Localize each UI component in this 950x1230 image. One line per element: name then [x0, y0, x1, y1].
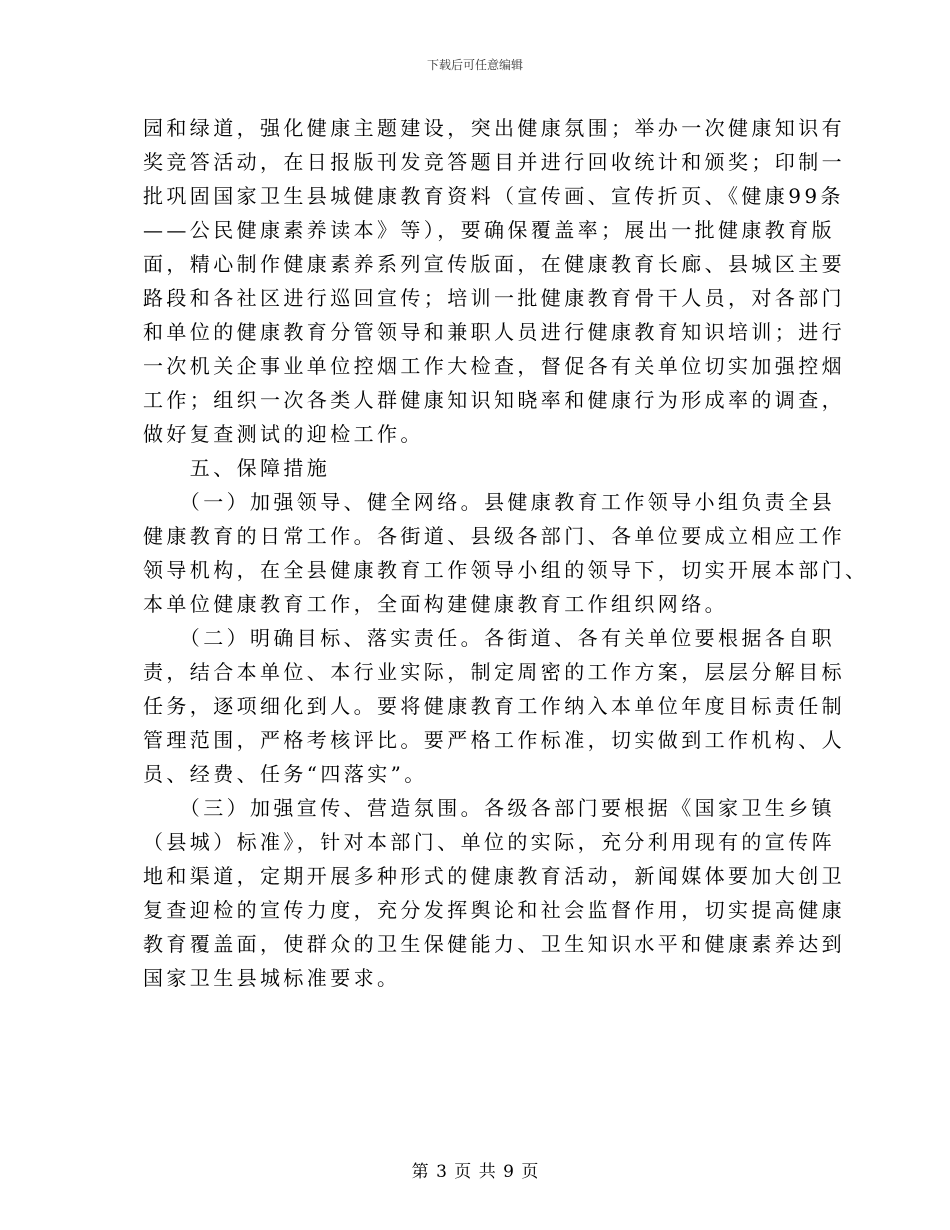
text-line: 地和渠道，定期开展多种形式的健康教育活动，新闻媒体要加大创卫	[143, 864, 845, 888]
text-line: 健康教育的日常工作。各街道、县级各部门、各单位要成立相应工作	[143, 524, 845, 548]
text-line: 工作；组织一次各类人群健康知识知晓率和健康行为形成率的调查，	[143, 388, 845, 412]
text-line: 批巩固国家卫生县城健康教育资料（宣传画、宣传折页、《健康99条	[143, 184, 844, 208]
text-line: 教育覆盖面，使群众的卫生保健能力、卫生知识水平和健康素养达到	[143, 932, 845, 956]
text-line: 管理范围，严格考核评比。要严格工作标准，切实做到工作机构、人	[143, 728, 845, 752]
text-line: 复查迎检的宣传力度，充分发挥舆论和社会监督作用，切实提高健康	[143, 898, 845, 922]
text-line: （县城）标准》，针对本部门、单位的实际，充分利用现有的宣传阵	[143, 830, 835, 854]
text-line: 和单位的健康教育分管领导和兼职人员进行健康教育知识培训；进行	[143, 320, 845, 344]
text-line: 员、经费、任务“四落实”。	[143, 762, 428, 786]
text-line: （一）加强领导、健全网络。县健康教育工作领导小组负责全县	[143, 490, 835, 514]
text-line: 一次机关企事业单位控烟工作大检查，督促各有关单位切实加强控烟	[143, 354, 845, 378]
text-line: 五、保障措施	[143, 456, 331, 480]
document-body	[143, 111, 869, 995]
text-line: 本单位健康教育工作，全面构建健康教育工作组织网络。	[143, 592, 728, 616]
text-line: 路段和各社区进行巡回宣传；培训一批健康教育骨干人员，对各部门	[143, 286, 845, 310]
text-line: 面，精心制作健康素养系列宣传版面，在健康教育长廊、县城区主要	[143, 252, 845, 276]
text-line: （二）明确目标、落实责任。各街道、各有关单位要根据各自职	[143, 626, 835, 650]
text-line: ——公民健康素养读本》等），要确保覆盖率；展出一批健康教育版	[143, 218, 835, 242]
page-footer: 第 3 页 共 9 页	[411, 1162, 539, 1182]
text-line: 奖竞答活动，在日报版刊发竞答题目并进行回收统计和颁奖；印制一	[143, 150, 845, 174]
text-line: 领导机构，在全县健康教育工作领导小组的领导下，切实开展本部门、	[143, 558, 869, 582]
text-line: 园和绿道，强化健康主题建设，突出健康氛围；举办一次健康知识有	[143, 116, 845, 140]
text-line: 国家卫生县城标准要求。	[143, 966, 401, 990]
text-line: 任务，逐项细化到人。要将健康教育工作纳入本单位年度目标责任制	[143, 694, 845, 718]
text-line: （三）加强宣传、营造氛围。各级各部门要根据《国家卫生乡镇	[143, 796, 835, 820]
page-header: 下载后可任意编辑	[426, 58, 523, 72]
text-line: 责，结合本单位、本行业实际，制定周密的工作方案，层层分解目标	[143, 660, 845, 684]
text-line: 做好复查测试的迎检工作。	[143, 422, 424, 446]
